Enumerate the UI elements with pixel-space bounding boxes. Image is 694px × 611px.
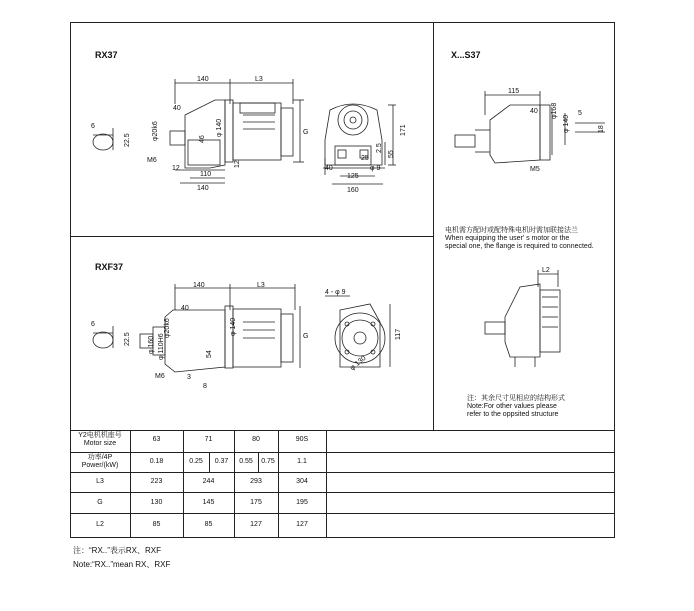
power-cell: 0.55 <box>239 458 253 465</box>
row-label-g: G <box>97 499 103 506</box>
table-row-line <box>70 513 615 514</box>
rxf-dim-g: G <box>303 333 309 340</box>
motor-size-cell: 63 <box>152 436 161 443</box>
rxf-dim-phi130: φ 130 <box>349 354 368 372</box>
flange-drawing <box>480 262 590 372</box>
power-cell: 0.37 <box>214 458 229 465</box>
section-title-xs37: X...S37 <box>451 50 481 60</box>
equip-note-cn: 电机需方配时或配特殊电机时需加联接法兰 <box>445 227 578 234</box>
table-row-line <box>70 452 615 453</box>
rxf-dim-phi160: φ 160 <box>148 335 155 354</box>
row-label-l3: L3 <box>96 478 104 485</box>
dim-46: 46 <box>199 135 206 143</box>
l2-cell: 127 <box>250 521 262 528</box>
dim-55: 55 <box>388 150 395 158</box>
flange-dim-l2: L2 <box>542 267 550 274</box>
rxf-dim-m6: M6 <box>155 373 165 380</box>
power-cell: 1.1 <box>297 458 307 465</box>
l3-cell: 304 <box>296 478 308 485</box>
power-cell: 0.25 <box>189 458 203 465</box>
table-row-line <box>70 472 615 473</box>
table-top-line <box>70 430 615 431</box>
rxf-dim-8: 8 <box>203 383 207 390</box>
g-cell: 195 <box>296 499 308 506</box>
equip-note-en-2: special one, the flange is required to connected. <box>445 243 594 250</box>
g-cell: 145 <box>202 499 215 506</box>
g-cell: 130 <box>150 499 163 506</box>
dim-12a: 12 <box>172 165 180 172</box>
l3-cell: 244 <box>202 478 215 485</box>
vertical-divider <box>433 22 434 430</box>
footer-note-en: Note:“RX..”mean RX、RXF <box>73 560 171 569</box>
other-note-en-1: Note:For other values please <box>467 403 557 410</box>
rxf-dim-holes: 4 - φ 9 <box>325 289 346 296</box>
row-label-motor-size: Y2电机机座号 Motor size <box>78 432 122 447</box>
other-note-cn: 注：其余尺寸见相应的结构形式 <box>467 395 565 402</box>
dim-m6: M6 <box>147 157 157 164</box>
dim-125: 125 <box>347 173 359 180</box>
dim-6: 6 <box>91 123 95 130</box>
footer-note-cn: 注：“RX..”表示RX、RXF <box>73 546 161 555</box>
row-label-l2: L2 <box>96 521 104 528</box>
motor-size-cell: 80 <box>252 436 260 443</box>
dim-140-top: 140 <box>197 76 209 83</box>
left-horizontal-divider <box>70 236 433 237</box>
table-col-line <box>326 430 327 538</box>
rx37-drawing <box>85 70 425 200</box>
rxf-dim-phi20k6: φ20k6 <box>164 318 171 338</box>
xs-dim-m5: M5 <box>530 166 540 173</box>
l2-cell: 127 <box>296 521 308 528</box>
other-note-en-2: refer to the oppsited structure <box>467 411 559 418</box>
rxf-dim-3: 3 <box>187 374 191 381</box>
power-cell: 0.18 <box>149 458 164 465</box>
dim-phi140: φ 140 <box>216 118 223 137</box>
dim-40: 40 <box>173 105 181 112</box>
motor-size-cell: 90S <box>295 436 309 443</box>
l3-cell: 293 <box>250 478 262 485</box>
dim-171: 171 <box>400 124 407 136</box>
dim-160: 160 <box>347 187 359 194</box>
l3-cell: 223 <box>150 478 163 485</box>
rxf-dim-54: 54 <box>206 350 213 358</box>
rxf-dim-phi110: φ 110H6 <box>158 333 165 360</box>
section-title-rxf37: RXF37 <box>95 262 124 272</box>
rxf-dim-117: 117 <box>395 328 402 340</box>
l2-cell: 85 <box>204 521 213 528</box>
rxf-dim-phi140: φ 140 <box>230 317 237 336</box>
equip-note-en-1: When equipping the user' s motor or the <box>445 235 570 242</box>
power-cell: 0.75 <box>261 458 275 465</box>
motor-size-cell: 71 <box>204 436 213 443</box>
xs-dim-phi168: φ168 <box>551 102 558 119</box>
xs-dim-18: 18 <box>598 125 605 133</box>
rxf-dim-22-5: 22.5 <box>124 332 131 346</box>
l2-cell: 85 <box>152 521 161 528</box>
dim-22-5: 22.5 <box>124 133 131 147</box>
rxf-dim-140: 140 <box>193 282 205 289</box>
dim-140-bottom: 140 <box>197 185 209 192</box>
xs-dim-phi140: φ 140 <box>563 114 570 133</box>
dim-l3: L3 <box>255 76 263 83</box>
table-row-line <box>70 492 615 493</box>
rxf37-drawing <box>85 282 425 394</box>
section-title-rx37: RX37 <box>95 50 118 60</box>
rxf-dim-l3: L3 <box>257 282 265 289</box>
xs-dim-40: 40 <box>530 108 538 115</box>
dim-12b: 12 <box>234 160 241 168</box>
dim-phi20h6: φ20k6 <box>152 121 159 141</box>
dim-110: 110 <box>200 171 212 178</box>
rxf-dim-40: 40 <box>181 305 189 312</box>
dim-40-right: 40 <box>325 165 333 172</box>
row-label-power: 功率/4P Power/(kW) <box>81 454 119 469</box>
xs-dim-115: 115 <box>508 88 520 95</box>
xs37-drawing <box>440 85 610 175</box>
g-cell: 175 <box>250 499 262 506</box>
dim-25: 25 <box>361 155 369 162</box>
rxf-dim-6: 6 <box>91 321 95 328</box>
dim-phi9: φ 9 <box>370 165 381 172</box>
xs-dim-5: 5 <box>578 110 582 117</box>
dim-g: G <box>303 129 309 136</box>
dim-2-5: 2.5 <box>376 143 383 153</box>
